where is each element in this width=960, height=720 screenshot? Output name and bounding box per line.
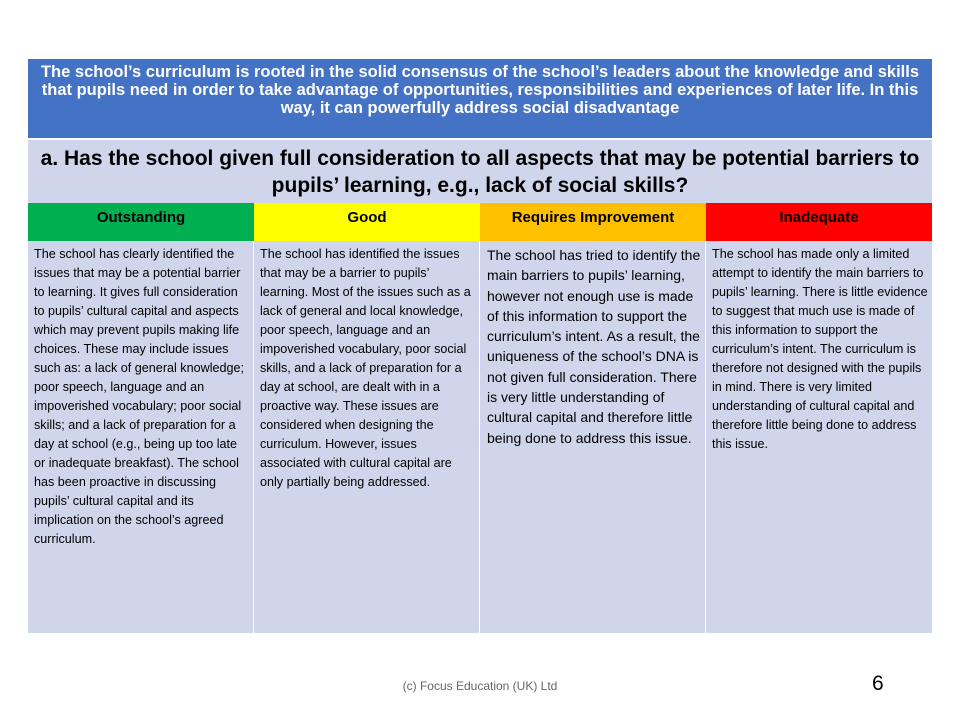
- rating-header-row: [28, 203, 932, 241]
- rating-inadequate: Inadequate: [706, 203, 932, 241]
- rating-requires-improvement: Requires Improvement: [480, 203, 706, 241]
- rating-outstanding: Outstanding: [28, 203, 254, 241]
- table-header: The school’s curriculum is rooted in the solid consensus of the school’s leaders about the knowledge and skills that pupils need in order to take advantage of opportunities, responsibilities and experiences of later life. In this way, it can powerfully address social disadvantage: [28, 59, 932, 140]
- descriptor-good: The school has identified the issues that may be a barrier to pupils’ learning. Most of the issues such as a lack of general and local knowledge, poor speech, language and an impoverished vocabulary, poor social skills, and a lack of preparation for a day at school, are dealt with in a proactive way. These issues are considered when designing the curriculum. However, issues associated with cultural capital are only partially being addressed.: [254, 241, 480, 633]
- descriptor-row: [28, 241, 932, 633]
- descriptor-inadequate: The school has made only a limited attempt to identify the main barriers to pupils’ learning. There is little evidence to suggest that much use is made of this information to support the curriculum’s intent. The curriculum is therefore not designed with the pupils in mind. There is very limited understanding of cultural capital and therefore little being done to address this issue.: [712, 247, 928, 451]
- page-number: 6: [872, 672, 884, 695]
- question-heading: a. Has the school given full consideration to all aspects that may be potential barriers to pupils’ learning, e.g., lack of social skills?: [28, 140, 932, 203]
- descriptor-outstanding: The school has clearly identified the issues that may be a potential barrier to learning. It gives full consideration to pupils’ cultural capital and aspects which may prevent pupils making life choices. These may include issues such as: a lack of general knowledge; poor speech, language and an impoverished vocabulary; poor social skills; and a lack of preparation for a day at school (e.g., being up too late or inadequate breakfast). The school has been proactive in discussing pupils’ cultural capital and its implication on the school’s agreed curriculum.: [28, 241, 254, 633]
- criteria-table: [28, 59, 932, 633]
- rating-good: Good: [254, 203, 480, 241]
- descriptor-requires-improvement: The school has tried to identify the main barriers to pupils’ learning, however not enough use is made of this information to support the curriculum’s intent. As a result, the uniqueness of the school’s DNA is not given full consideration. There is very little understanding of cultural capital and therefore little being done to address this issue.: [480, 241, 706, 633]
- copyright-footer: (c) Focus Education (UK) Ltd: [402, 679, 558, 693]
